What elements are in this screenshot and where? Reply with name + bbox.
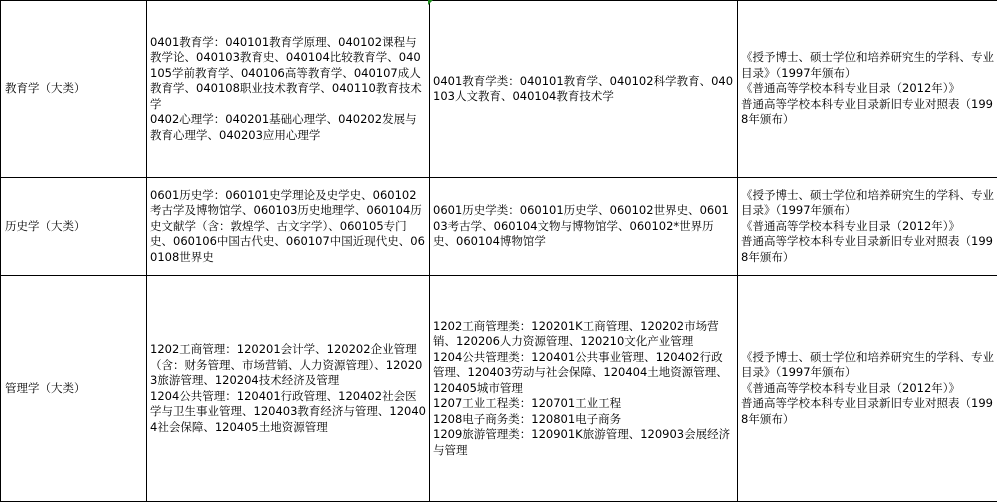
cell-comment-indicator (428, 0, 433, 5)
major-category-label: 管理学（大类） (5, 381, 86, 395)
source-catalog-text: 普通高等学校本科专业目录新旧专业对照表（1998年颁布） (741, 97, 994, 128)
graduate-discipline-text: 1202工商管理：120201会计学、120202企业管理（含：财务管理、市场营销、人力资源管理）、120203旅游管理、120204技术经济及管理 (150, 342, 426, 389)
source-catalog-text: 《普通高等学校本科专业目录（2012年）》 (741, 381, 994, 397)
graduate-discipline-text: 0402心理学：040201基础心理学、040202发展与教育心理学、040203应用心理学 (150, 112, 426, 143)
major-category-cell[interactable] (1, 1, 147, 178)
source-catalogs-cell[interactable] (738, 276, 997, 502)
graduate-disciplines-cell[interactable] (147, 178, 430, 276)
table-row (1, 1, 997, 178)
undergraduate-majors-cell[interactable] (430, 276, 738, 502)
major-category-cell[interactable] (1, 178, 147, 276)
graduate-discipline-text: 0601历史学：060101史学理论及史学史、060102考古学及博物馆学、060103历史地理学、060104历史文献学（含：敦煌学、古文字学）、060105专门史、060106中国古代史、060107中国近现代史、060108世界史 (150, 188, 426, 266)
source-catalog-text: 《授予博士、硕士学位和培养研究生的学科、专业目录》（1997年颁布） (741, 350, 994, 381)
undergraduate-majors-cell[interactable] (430, 178, 738, 276)
undergraduate-major-text: 1209旅游管理类：120901K旅游管理、120903会展经济与管理 (433, 427, 734, 458)
graduate-disciplines-cell[interactable] (147, 1, 430, 178)
source-catalog-text: 《授予博士、硕士学位和培养研究生的学科、专业目录》（1997年颁布） (741, 188, 994, 219)
source-catalog-text: 普通高等学校本科专业目录新旧专业对照表（1998年颁布） (741, 396, 994, 427)
undergraduate-major-text: 0601历史学类：060101历史学、060102世界史、060103考古学、060104文物与博物馆学、060102*世界历史、060104博物馆学 (433, 203, 734, 250)
undergraduate-major-text: 1207工业工程类：120701工业工程 (433, 396, 734, 412)
source-catalogs-cell[interactable] (738, 178, 997, 276)
graduate-discipline-text: 0401教育学：040101教育学原理、040102课程与教学论、040103教育史、040104比较教育学、040105学前教育学、040106高等教育学、040107成人教育学、040108职业技术教育学、040110教育技术学 (150, 35, 426, 113)
undergraduate-major-text: 1202工商管理类：120201K工商管理、120202市场营销、120206人力资源管理、120210文化产业管理 (433, 319, 734, 350)
graduate-disciplines-cell[interactable] (147, 276, 430, 502)
source-catalog-text: 《普通高等学校本科专业目录（2012年）》 (741, 219, 994, 235)
graduate-discipline-text: 1204公共管理：120401行政管理、120402社会医学与卫生事业管理、120403教育经济与管理、120404社会保障、120405土地资源管理 (150, 389, 426, 436)
table-row (1, 178, 997, 276)
major-category-label: 历史学（大类） (5, 219, 86, 233)
source-catalog-text: 《普通高等学校本科专业目录（2012年）》 (741, 81, 994, 97)
table-row (1, 276, 997, 502)
undergraduate-major-text: 0401教育学类：040101教育学、040102科学教育、040103人文教育、040104教育技术学 (433, 74, 734, 105)
source-catalog-text: 《授予博士、硕士学位和培养研究生的学科、专业目录》（1997年颁布） (741, 50, 994, 81)
source-catalog-text: 普通高等学校本科专业目录新旧专业对照表（1998年颁布） (741, 234, 994, 265)
source-catalogs-cell[interactable] (738, 1, 997, 178)
undergraduate-major-text: 1204公共管理类：120401公共事业管理、120402行政管理、120403劳动与社会保障、120404土地资源管理、120405城市管理 (433, 350, 734, 397)
undergraduate-majors-cell[interactable] (430, 1, 738, 178)
undergraduate-major-text: 1208电子商务类：120801电子商务 (433, 412, 734, 428)
major-category-cell[interactable] (1, 276, 147, 502)
major-category-label: 教育学（大类） (5, 81, 86, 95)
